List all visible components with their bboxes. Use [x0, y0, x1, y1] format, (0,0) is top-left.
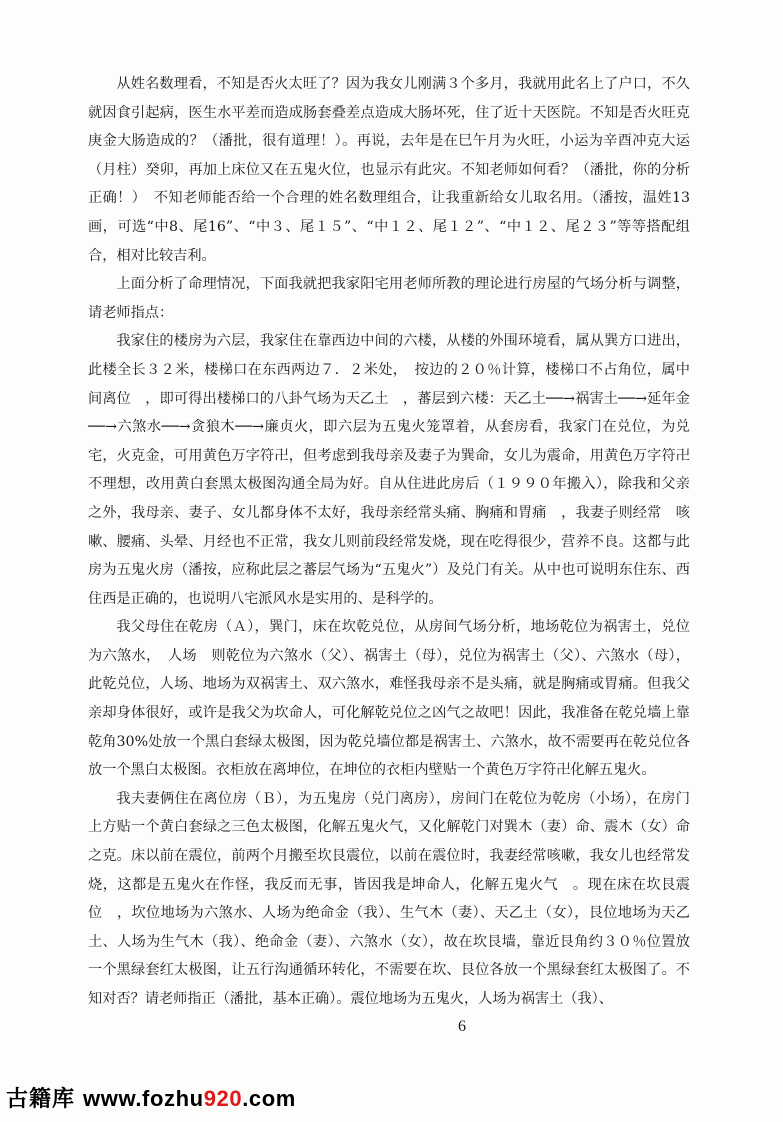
watermark-domain-prefix: www.fozhu	[83, 1086, 204, 1111]
watermark-site-name: 古籍库	[6, 1086, 76, 1111]
watermark-domain-highlight: 920	[203, 1086, 243, 1111]
watermark-domain	[83, 1086, 296, 1111]
paragraph: 我父母住在乾房（Ａ），巽门，床在坎乾兑位，从房间气场分析，地场乾位为祸害土，兑位为六煞水， 人场 则乾位为六煞水（父）、祸害土（母），兑位为祸害土（父）、六煞水（母），此乾兑位，人场、地场为双祸害土、双六煞水，难怪我母亲不是头痛，就是胸痛或胃痛。但我父亲却身体很好，或许是我父为坎命人，可化解乾兑位之凶气之故吧！因此，我准备在乾兑墙上靠乾角30%处放一个黑白套绿太极图，因为乾兑墙位都是祸害土、六煞水，故不需要再在乾兑位各放一个黑白太极图。衣柜放在离坤位，在坤位的衣柜内壁贴一个黄色万字符卍化解五鬼火。	[88, 619, 690, 779]
paragraph: 我夫妻俩住在离位房（Ｂ），为五鬼房（兑门离房），房间门在乾位为乾房（小场），在房门上方贴一个黄白套绿之三色太极图，化解五鬼火气，又化解乾门对巽木（妻）命、震木（女）命之克。床以前在震位，前两个月搬至坎艮震位，以前在震位时，我妻经常咳嗽，我女儿也经常发烧，这都是五鬼火在作怪，我反而无事，皆因我是坤命人，化解五鬼火气 。现在床在坎艮震位 ，坎位地场为六煞水、人场为绝命金（我）、生气木（妻）、天乙土（女），艮位地场为天乙土、人场为生气木（我）、绝命金（妻）、六煞水（女），故在坎艮墙，靠近艮角约３０％位置放一个黑绿套红太极图，让五行沟通循环转化，不需要在坎、艮位各放一个黑绿套红太极图了。不知对否？请老师指正（潘批，基本正确）。震位地场为五鬼火，人场为祸害土（我）、	[88, 790, 690, 1007]
paragraph: 从姓名数理看，不知是否火太旺了？因为我女儿刚满３个多月，我就用此名上了户口，不久就因食引起病，医生水平差而造成肠套叠差点造成大肠坏死，住了近十天医院。不知是否火旺克庚金大肠造成的？（潘批，很有道理！）。再说，去年是在巳午月为火旺，小运为辛酉冲克大运（月柱）癸卯，再加上床位又在五鬼火位，也显示有此灾。不知老师如何看？（潘批，你的分析正确！） 不知老师能否给一个合理的姓名数理组合，让我重新给女儿取名用。（潘按，温姓13画，可选“中8、尾16”、“中３、尾１５”、“中１２、尾１２”、“中１２、尾２３”等等搭配组合，相对比较吉利。	[88, 76, 690, 264]
paragraph: 上面分析了命理情况，下面我就把我家阳宅用老师所教的理论进行房屋的气场分析与调整，请老师指点：	[88, 276, 690, 321]
watermark-domain-suffix: .com	[242, 1086, 296, 1111]
paragraph: 我家住的楼房为六层，我家住在靠西边中间的六楼，从楼的外围环境看，属从巽方口进出，此楼全长３２米，楼梯口在东西两边７．２米处， 按边的２０％计算，楼梯口不占角位，属中间离位 ，即可得出楼梯口的八卦气场为天乙土 ，蕃层到六楼：天乙土──→祸害土──→延年金──→六煞水──→贪狼木──→廉贞火，即六层为五鬼火笼罩着，从套房看，我家门在兑位，为兑宅，火克金，可用黄色万字符卍，但考虑到我母亲及妻子为巽命，女儿为震命，用黄色万字符卍不理想，改用黄白套黑太极图沟通全局为好。自从住进此房后（１９９０年搬入），除我和父亲之外，我母亲、妻子、女儿都身体不太好，我母亲经常头痛、胸痛和胃痛 ，我妻子则经常 咳嗽、腰痛、头晕、月经也不正常，我女儿则前段经常发烧，现在吃得很少，营养不良。这都与此房为五鬼火房（潘按，应称此层之蕃层气场为“五鬼火”）及兑门有关。从中也可说明东住东、西住西是正确的，也说明八宅派风水是实用的、是科学的。	[88, 333, 690, 607]
site-watermark	[6, 1082, 296, 1116]
page-number: 6	[458, 1018, 466, 1035]
body-text	[88, 70, 690, 1014]
